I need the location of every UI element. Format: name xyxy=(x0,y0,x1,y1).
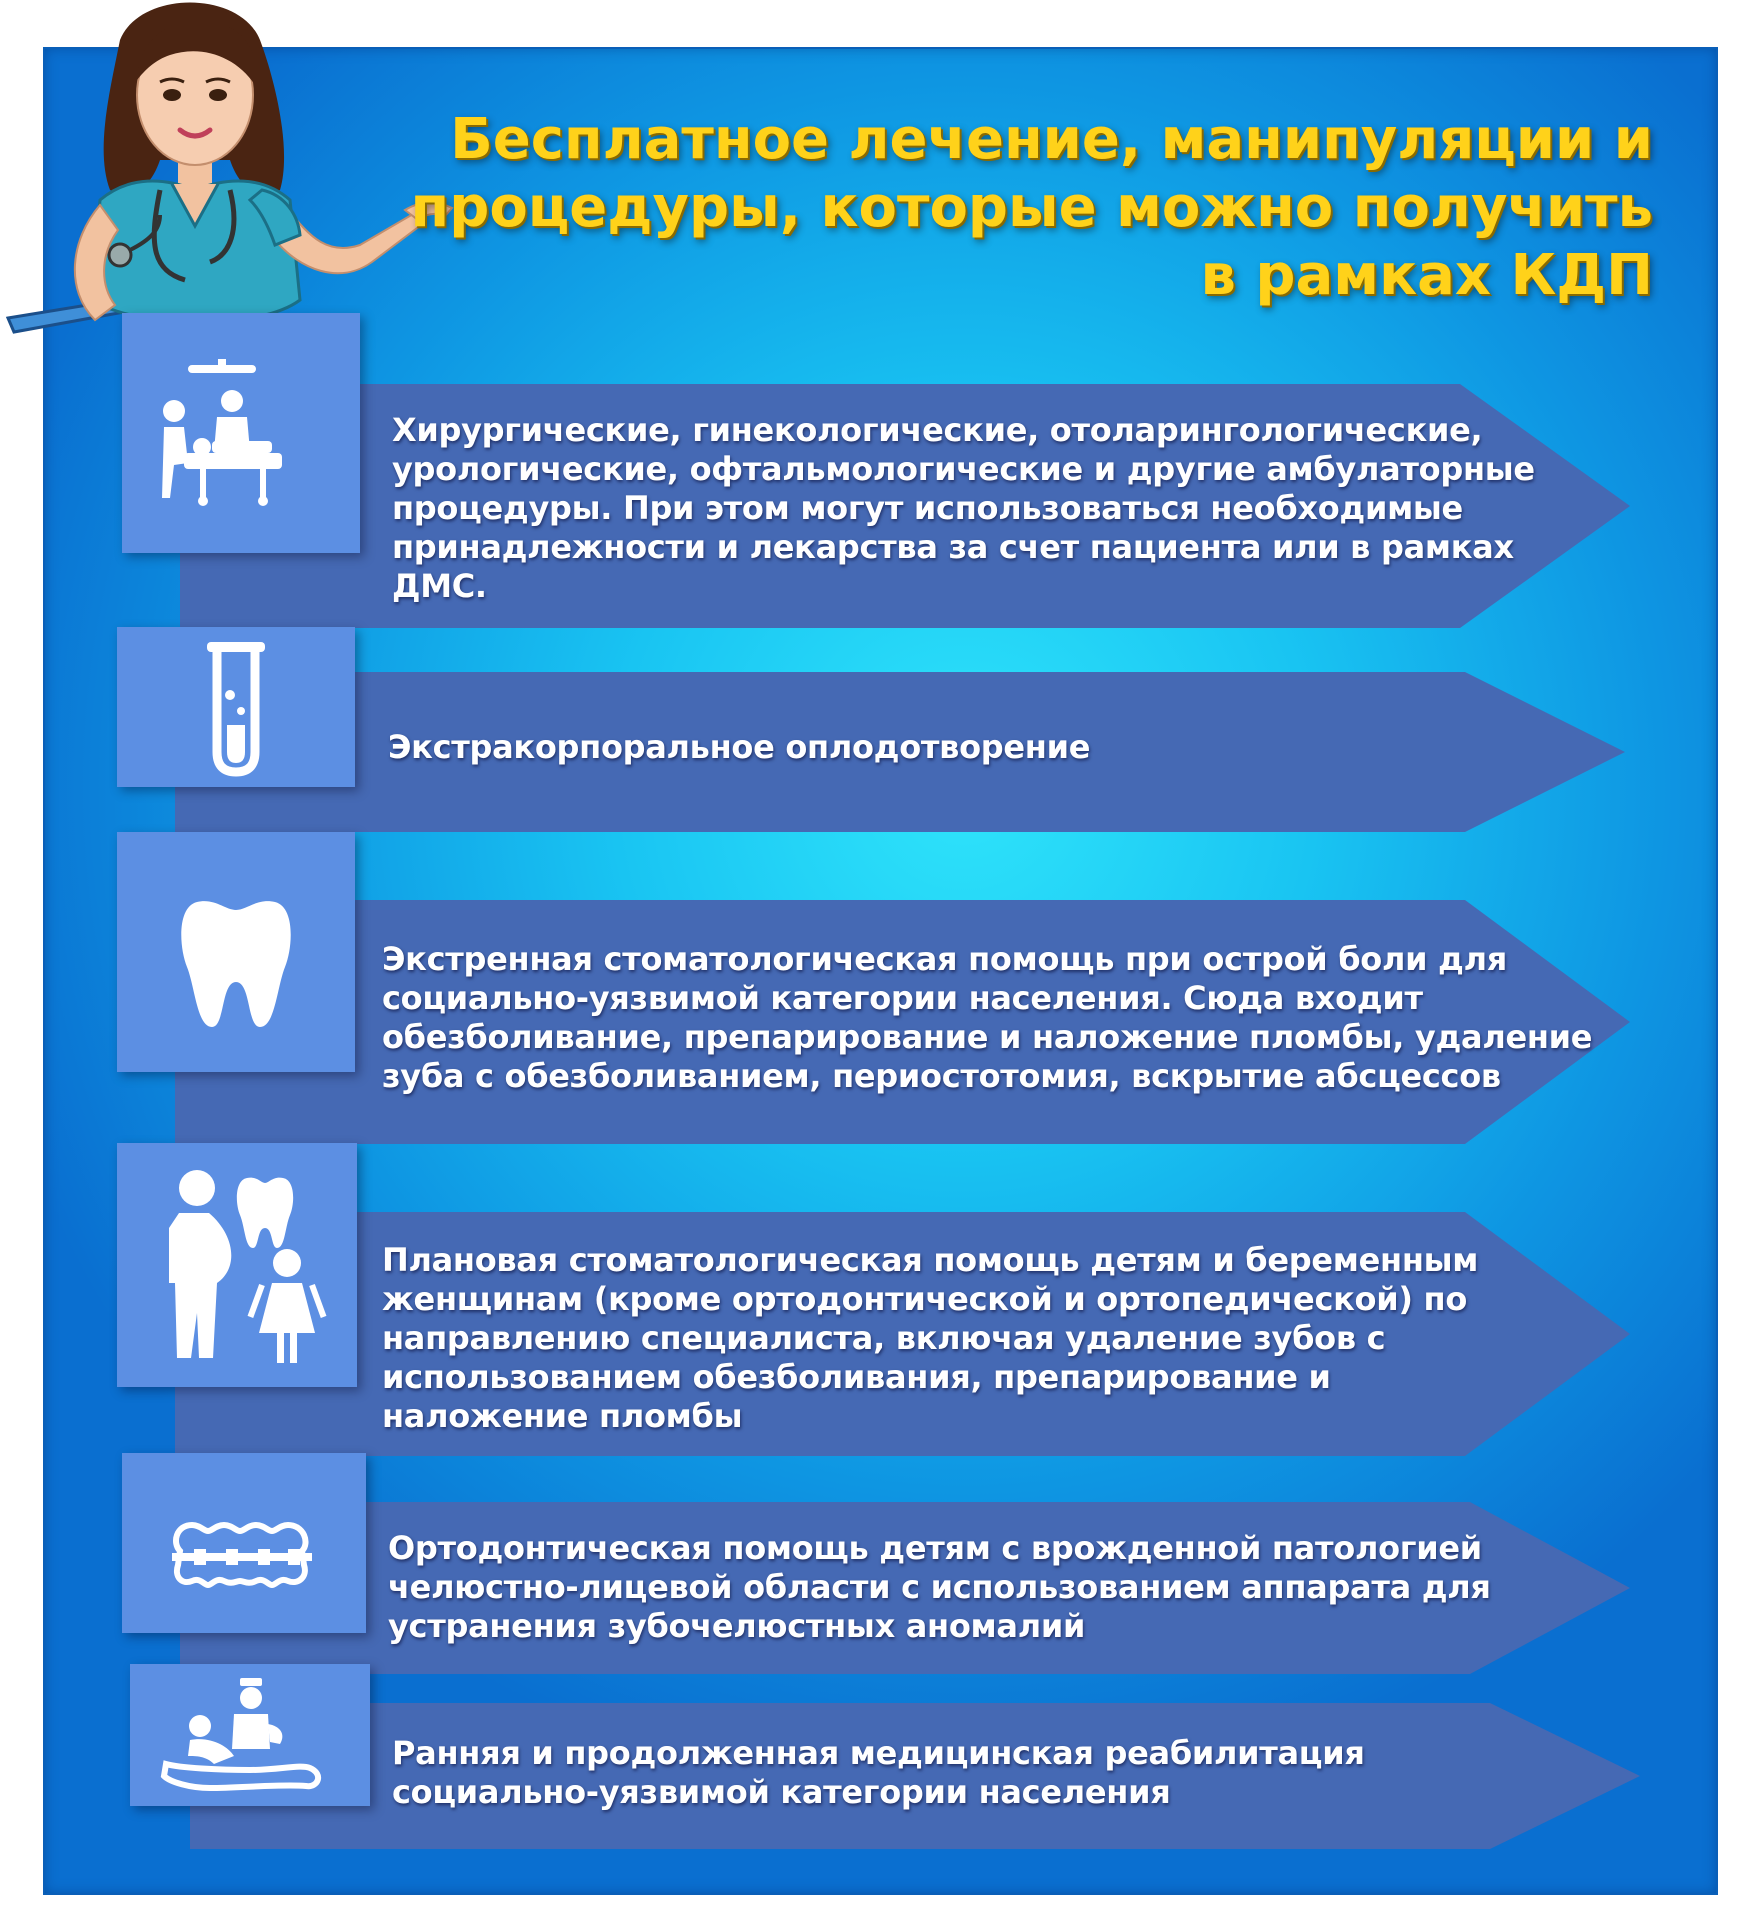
surgery-icon xyxy=(122,313,360,553)
item-text: Хирургические, гинекологические, отоларингологические, урологические, офтальмологические и другие амбулаторные процедуры. При этом могут использоваться необходимые принадлежности и лекарства за счет пациента или в рамках ДМС. xyxy=(392,411,1535,605)
page-title: Бесплатное лечение, манипуляции и процедуры, которые можно получить в рамках КДП xyxy=(410,107,1653,308)
item-text: Ранняя и продолженная медицинская реабилитация социально-уязвимой категории населения xyxy=(392,1734,1365,1811)
rehabilitation-icon xyxy=(130,1664,370,1806)
pregnant-woman-child-tooth-icon xyxy=(117,1143,357,1387)
braces-icon xyxy=(122,1453,366,1633)
item-text: Экстренная стоматологическая помощь при острой боли для социально-уязвимой категории населения. Сюда входит обезболивание, препарирование и наложение пломбы, удаление зуба с обезболиванием, периостотомия, вскрытие абсцессов xyxy=(382,940,1593,1095)
tooth-icon xyxy=(117,832,355,1072)
test-tube-icon xyxy=(117,627,355,787)
item-text: Плановая стоматологическая помощь детям и беременным женщинам (кроме ортодонтической и ортопедической) по направлению специалиста, включая удаление зубов с использованием обезболивания, препарирование и наложение пломбы xyxy=(382,1241,1479,1435)
item-text: Ортодонтическая помощь детям с врожденной патологией челюстно-лицевой области с использованием аппарата для устранения зубочелюстных аномалий xyxy=(388,1529,1491,1645)
item-text: Экстракорпоральное оплодотворение xyxy=(388,728,1091,766)
